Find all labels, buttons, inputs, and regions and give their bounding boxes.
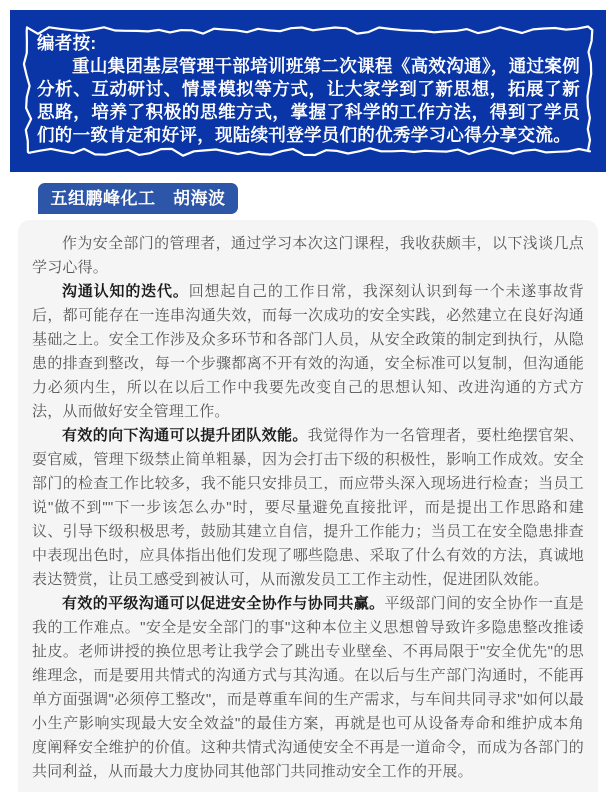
editor-note-box [10,10,606,172]
paragraph-downward-communication [32,424,584,592]
paragraph-text: 平级部门间的安全协作一直是我的工作难点。"安全是安全部门的事"这种本位主义思想曾导致许多隐患整改推诿扯皮。老师讲授的换位思考让我学会了跳出专业壁垒、不再局限于"安全优先"的思维理念，而是要用共情式的沟通方式与其沟通。在以后与生产部门沟通时，不能再单方面强调"必须停工整改"，而是尊重车间的生产需求，与车间共同寻求"如何以最小生产影响实现最大安全效益"的最佳方案，再就是也可从设备寿命和维护成本角度阐释安全维护的价值。这种共情式沟通使安全不再是一道命令，而成为各部门的共同利益，从而最大力度协同其他部门共同推动安全工作的开展。 [32,595,585,780]
paragraph-text: 我觉得作为一名管理者，要杜绝摆官架、耍官威，管理下级禁止简单粗暴，因为会打击下级的积极性，影响工作成效。安全部门的检查工作比较多，我不能只安排员工，而应带头深入现场进行检查；当员工说"做不到""下一步该怎么办"时，要尽量避免直接批评，而是提出工作思路和建议、引导下级积极思考，鼓励其建立自信，提升工作能力；当员工在安全隐患排查中表现出色时，应具体指出他们发现了哪些隐患、采取了什么有效的方法，真诚地表达赞赏，让员工感受到被认可，从而激发员工工作主动性，促进团队效能。 [32,427,584,588]
paragraph-cognition [32,280,584,424]
paragraph-lead: 有效的平级沟通可以促进安全协作与协同共赢。 [62,595,385,612]
author-badge: 五组鹏峰化工 胡海波 [38,183,238,214]
paragraph-text: 作为安全部门的管理者，通过学习本次这门课程，我收获颇丰，以下浅谈几点学习心得。 [32,235,584,276]
paragraph-lead: 沟通认知的迭代。 [62,283,189,300]
paragraph-peer-communication [32,592,584,784]
article-body-card [18,220,598,792]
editor-note-content [37,32,580,147]
editor-note-title: 编者按: [37,33,97,53]
paragraph-intro [32,232,584,280]
editor-note-body: 重山集团基层管理干部培训班第二次课程《高效沟通》，通过案例分析、互动研讨、情景模拟等方式，让大家学到了新思想，拓展了新思路，培养了积极的思维方式，掌握了科学的工作方法，得到了学员们的一致肯定和好评，现陆续刊登学员们的优秀学习心得分享交流。 [37,56,580,145]
paragraph-lead: 有效的向下沟通可以提升团队效能。 [62,427,308,444]
paragraph-text: 回想起自己的工作日常，我深刻认识到每一个未遂事故背后，都可能存在一连串沟通失效，而每一次成功的安全实践，必然建立在良好沟通基础之上。安全工作涉及众多环节和各部门人员，从安全政策的制定到执行，从隐患的排查到整改，每一个步骤都离不开有效的沟通，安全标准可以复制，但沟通能力必须内生，所以在以后工作中我要先改变自己的思想认知、改进沟通的方式方法，从而做好安全管理工作。 [32,283,584,420]
